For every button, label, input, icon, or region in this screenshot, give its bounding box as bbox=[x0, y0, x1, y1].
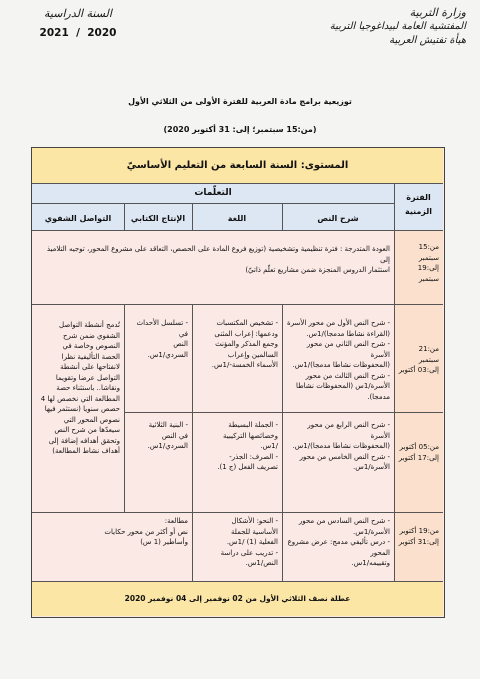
row2-text-line6: الأسرة/1س (المحفوظات نشاطا مدمجا). bbox=[295, 382, 390, 401]
oral-line7: ونقاشا.. باستثناء حصة bbox=[56, 384, 120, 392]
holiday-text: عطلة نصف الثلاثي الأول من 02 نوفمبر إلى 04 نوفمبر 2020 bbox=[124, 594, 351, 603]
row2-language-line2: ودعمها: إعراب المثنى bbox=[214, 329, 278, 338]
row2-language bbox=[192, 304, 282, 412]
row4-text-line1: - شرح النص السادس من محور bbox=[298, 517, 390, 525]
col-header-oral bbox=[32, 203, 124, 230]
learnings-header bbox=[32, 183, 394, 203]
row3-writing-line2: في النص bbox=[161, 431, 188, 440]
oral-line2: الشفوي ضمن شرح bbox=[63, 331, 120, 340]
document-subtitle: (من:15 سبتمبر؛ إلى: 31 أكتوبر 2020) bbox=[163, 125, 317, 134]
row3-language-line1: - الجملة البسيطة bbox=[228, 421, 278, 429]
oral-line8: المطالعة التي نخصص لها 4 bbox=[40, 394, 120, 403]
row3-text bbox=[282, 412, 394, 512]
ministry-line-3: هيأة تفتيش العربية bbox=[389, 35, 466, 46]
row3-writing-line3: السردي/1س. bbox=[147, 442, 188, 450]
holiday-band bbox=[32, 581, 443, 616]
grid-line bbox=[32, 512, 443, 513]
grid-line bbox=[124, 203, 125, 230]
row3-text-line4: الأسرة/1س. bbox=[353, 463, 390, 471]
oral-line1: تُدمج أنشطة التواصل bbox=[59, 321, 120, 329]
row4-oral-line1: مطالعة: bbox=[164, 517, 188, 525]
row2-text bbox=[282, 304, 394, 412]
row4-language-line1: - النحو: الأشكال bbox=[231, 517, 278, 525]
row3-text-line1: - شرح النص الرابع من محور الأسرة bbox=[307, 421, 390, 440]
row3-text-line2: (المحفوظات نشاطا مدمجا)/1س. bbox=[292, 442, 390, 450]
row2-text-line3: - شرح النص الثاني من محور الأسرة bbox=[306, 340, 390, 359]
row4-language-line4: - تدريب على دراسة bbox=[220, 548, 278, 557]
row4-text-line4: وتقييمه/1س. bbox=[351, 559, 390, 567]
level-title: المستوى: السنة السابعة من التعليم الأساسيّ bbox=[126, 160, 349, 171]
row3-period-to: إلى:17 أكتوبر bbox=[398, 453, 439, 462]
oral-line6: التواصل عرضا وتقويما bbox=[55, 373, 120, 382]
grid-line bbox=[282, 304, 283, 581]
row2-writing-line1: - تسلسل الأحداث في bbox=[136, 319, 188, 338]
grid-line bbox=[32, 203, 394, 204]
grid-line bbox=[282, 203, 283, 230]
row2-text-line2: (القراءة نشاطا مدمجا)/1س. bbox=[306, 329, 390, 338]
row1-content-line1: العودة المتدرجة : فترة تنظيمية وتشخيصية (توزيع فروع المادة على الحصص، التعاقد على مشروع المحور، توجيه التلاميذ إلى bbox=[46, 245, 390, 264]
row3-language bbox=[192, 412, 282, 512]
oral-line10: نصوص المحور التي bbox=[63, 415, 120, 424]
row3-language-line5: تصريف الفعل (ج 1). bbox=[217, 463, 278, 471]
grid-line bbox=[192, 304, 193, 581]
col-header-language-label: اللغة bbox=[227, 214, 247, 223]
ministry-line-2: المفتشية العامة لبيداغوجيا التربية bbox=[329, 21, 466, 32]
grid-line bbox=[192, 203, 193, 230]
ministry-line-1: وزارة التربية bbox=[409, 6, 466, 19]
oral-line9: حصص سنويا (نستثمر فيها bbox=[44, 405, 120, 413]
level-band bbox=[32, 148, 443, 183]
row2-period bbox=[394, 304, 443, 412]
row1-period-from: من:15 سبتمبر bbox=[418, 243, 439, 262]
oral-line5: لانفتاحها على أنشطة bbox=[60, 363, 120, 371]
row4-oral-line2: نص أو أكثر من محور حكايات bbox=[104, 527, 188, 536]
row1-content bbox=[32, 230, 394, 304]
row4-text bbox=[282, 512, 394, 581]
col-header-text-label: شرح النص bbox=[317, 214, 359, 223]
col-header-language bbox=[192, 203, 282, 230]
row4-language-line3: الفعلية (1) /1س. bbox=[226, 538, 278, 546]
row1-period-to: إلى:19 سبتمبر bbox=[417, 264, 439, 283]
grid-line bbox=[124, 304, 125, 512]
oral-note bbox=[32, 304, 124, 512]
row1-content-line2: استثمار الدروس المنجزة ضمن مشاريع تعلّم ذاتيّ) bbox=[245, 266, 390, 274]
col-header-oral-label: التواصل الشفوي bbox=[44, 214, 112, 223]
row2-language-line5: الأسماء الخمسة-/1س. bbox=[211, 361, 278, 369]
grid-line bbox=[32, 304, 443, 305]
row4-language bbox=[192, 512, 282, 581]
period-header-label: الفترة الزمنية bbox=[404, 193, 433, 216]
program-table bbox=[31, 147, 445, 618]
row2-writing bbox=[124, 304, 192, 412]
col-header-text bbox=[282, 203, 394, 230]
row4-period bbox=[394, 512, 443, 581]
row3-language-line4: - الصرف: الجذر- bbox=[229, 452, 278, 461]
row1-period bbox=[394, 230, 443, 304]
oral-line12: وتحقق أهدافه إضافة إلى bbox=[48, 436, 120, 445]
row2-text-line1: - شرح النص الأول من محور الأسرة bbox=[287, 319, 390, 327]
row4-text-line3: - درس تأليفي مدمج: عرض مشروع المحور bbox=[287, 538, 390, 557]
school-year-value: 2021 / 2020 bbox=[39, 27, 117, 39]
row3-period-from: من:05 أكتوبر bbox=[399, 443, 439, 451]
grid-line bbox=[32, 581, 443, 582]
row3-language-line3: /1س. bbox=[260, 442, 278, 450]
grid-line bbox=[124, 412, 443, 413]
oral-line11: سيعدّها من شرح النص bbox=[54, 426, 120, 434]
row3-period bbox=[394, 412, 443, 512]
col-header-writing bbox=[124, 203, 192, 230]
grid-line bbox=[394, 183, 395, 581]
row2-writing-line3: السردي/1س. bbox=[147, 350, 188, 359]
school-year-label: السنة الدراسية bbox=[44, 7, 112, 20]
row2-text-line4: (المحفوظات نشاطا مدمجا)/1س. bbox=[292, 361, 390, 369]
row2-language-line3: وجمع المذكر والمؤنث bbox=[215, 340, 278, 348]
period-header bbox=[394, 183, 443, 230]
row2-period-from: من:21 سبتمبر bbox=[418, 345, 439, 364]
row4-oral-line3: وأساطير (1 س) bbox=[140, 538, 188, 546]
row4-period-to: إلى:31 أكتوبر bbox=[398, 537, 439, 546]
row4-period-from: من:19 أكتوبر bbox=[399, 527, 439, 535]
oral-line13: أهداف نشاط المطالعة) bbox=[52, 447, 120, 455]
row3-writing bbox=[124, 412, 192, 512]
row4-oral bbox=[32, 512, 192, 581]
grid-line bbox=[32, 230, 443, 231]
row4-language-line5: النص/1س. bbox=[245, 559, 278, 567]
school-year-block bbox=[18, 6, 138, 44]
grid-line bbox=[32, 183, 443, 184]
row2-language-line1: - تشخيص المكتسبات bbox=[216, 319, 278, 327]
row3-writing-line1: - البنية الثلاثية bbox=[148, 421, 188, 429]
row2-language-line4: السالمين وإعراب bbox=[227, 350, 278, 359]
row3-text-line3: - شرح النص الخامس من محور bbox=[299, 452, 390, 461]
row2-writing-line2: النص bbox=[173, 340, 188, 348]
col-header-writing-label: الإنتاج الكتابي bbox=[130, 214, 186, 223]
ministry-header bbox=[296, 6, 466, 48]
row4-text-line2: الأسرة/1س. bbox=[353, 527, 390, 536]
learnings-header-label: التعلّمات bbox=[194, 188, 232, 198]
row4-language-line2: الأساسية للجملة bbox=[231, 527, 278, 536]
oral-line4: الحصة التأليفية نظرا bbox=[61, 352, 120, 361]
document-title: توزيعية برامج مادة العربية للفترة الأولى من الثلاثي الأول bbox=[128, 97, 352, 106]
row2-period-to: إلى:03 أكتوبر bbox=[398, 366, 439, 374]
row2-text-line5: - شرح النص الثالث من محور bbox=[305, 371, 390, 380]
row3-language-line2: وخصائصها التركيبية bbox=[223, 431, 278, 440]
oral-line3: النصوص وخاصة في bbox=[62, 342, 120, 350]
